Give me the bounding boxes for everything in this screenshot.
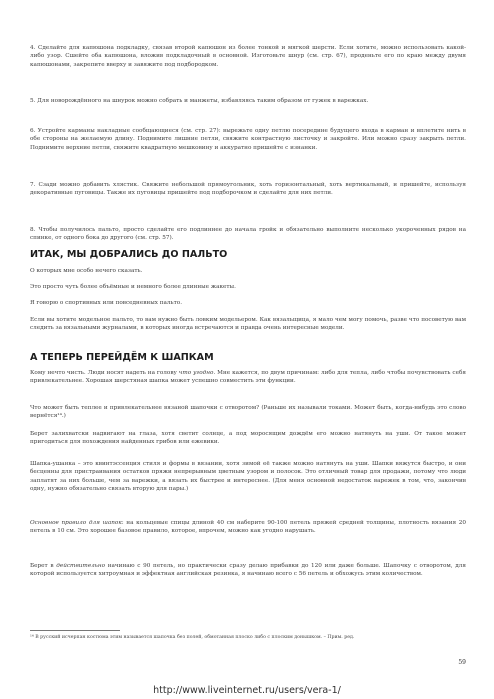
page-number: 59 [458, 659, 466, 666]
paragraph-step-8: 8. Чтобы получилось пальто, просто сделайте его подлиннее до начала гройк и обязательно выполните несколько укороченных рядов на спинке, от одного бока до другого (см. стр. 57). [30, 227, 466, 242]
heading-hats: А ТЕПЕРЬ ПЕРЕЙДЁМ К ШАПКАМ [30, 352, 214, 363]
footnote-divider [30, 630, 120, 631]
paragraph-step-7: 7. Сзади можно добавить хлястик. Свяжите небольшой прямоугольник, хоть горизонтальный, хоть вертикальный, и пришейте, используя декоративные пуговицы. Также их пуговицы пришейте под подборочком и сделайте для них петли. [30, 182, 466, 197]
footnote: ¹⁴ В русский исчерпан костюма этим называется шапочка без полей, обмотанная плоско либо с плоским донышком. – Прим. ред. [30, 635, 355, 640]
paragraph-coats-model: Если вы хотите модельное пальто, то вам нужно быть ловким модельером. Как вязальщица, я мало чем могу помочь, разве что посоветую вам следить за вязальными журналами, в которых иногда встречаются и правда очень интересные модели. [30, 317, 466, 332]
paragraph-hats-earflap: Шапка-ушанка – это квинтэссенция стиля и формы в вязании, хотя зимой её также можно натянуть на уши. Шапки вяжутся быстро, и они бесценны для пристраивания остатков пряжи непрерывным цветным узором и полосок. Это отличный товар для продажи, потому что люди заплатят за них больше, чем за варежки, а вязать их быстрее и интереснее. (Для меня основной недостаток варежек в том, что, закончив одну, нужно обязательно связать вторую для пары.) [30, 461, 466, 492]
paragraph-step-6: 6. Устройте карманы накладные сообщающиеся (см. стр. 27): вырежьте одну петлю посередине будущего входа в карман и вплетите нить в обе стороны на желаемую длину. Поднимите лишние петли, свяжите контрастную листочку и закройте. Или можно сразу закрыть петли. Поднимите верхние петли, свяжите квадратную мешковину и аккуратно пришейте с изнанки. [30, 128, 466, 151]
paragraph-hats-cuff: Что может быть теплее и привлекательнее вязаной шапочки с отворотом? (Раньше их называли токами. Может быть, когда-нибудь это слово вернётся¹⁴.) [30, 405, 466, 420]
paragraph-coats-jackets: Это просто чуть более объёмные и немного более длинные жакеты. [30, 284, 236, 290]
paragraph-hats-stitches: Берет в действительно начинаю с 90 петель, но практически сразу делаю прибавки до 120 или даже больше. Шапочку с отворотом, для которой используется хитроумная и эффектная английская резинка, я начинаю всего с 56 петель и обхожусь этим количеством. [30, 563, 466, 578]
paragraph-coats-sport: Я говорю о спортивных или повседневных пальто. [30, 300, 183, 306]
paragraph-hats-rule: Основное правило для шапок: на кольцевые спицы длиной 40 см наберите 90-100 петель пряжей средней толщины, плотность вязания 20 петель в 10 см. Это хорошее базовое правило, которое, впрочем, можно как угодно нарушать. [30, 520, 466, 535]
paragraph-step-5: 5. Для новорождённого на шнурок можно собрать и манжеты, избавляясь таким образом от гужек в варежках. [30, 98, 369, 104]
heading-coats: ИТАК, МЫ ДОБРАЛИСЬ ДО ПАЛЬТО [30, 249, 228, 260]
source-url-footer: http://www.liveinternet.ru/users/vera-1/ [153, 685, 341, 696]
paragraph-coats-intro: О которых мне особо нечего сказать. [30, 268, 143, 274]
paragraph-step-4: 4. Сделайте для капюшона подкладку, связав второй капюшон из более тонкой и мягкой шерсти. Если хотите, можно использовать какой-либо узор. Сшейте оба капюшона, вложив подкладочный в основной. Изготовьте шнур (см. стр. 67), проденьте его по краю между двумя капюшонами, закрепите вверху и завяжите под подбородком. [30, 45, 466, 68]
paragraph-hats-beret: Берет залихватски надвигают на глаза, хотя светит солнце, а под моросящим дождём его можно натянуть на уши. От такое может пригодиться для похождения найденных грибов или ежевики. [30, 431, 466, 446]
paragraph-hats-intro: Кому нечто чисть. Люди носят надеть на голову что угодно. Мне кажется, по двум причинам: либо для тепла, либо чтобы почувствовать себя привлекательнее. Хорошая шерстяная шапка может успешно совместить эти функции. [30, 370, 466, 385]
